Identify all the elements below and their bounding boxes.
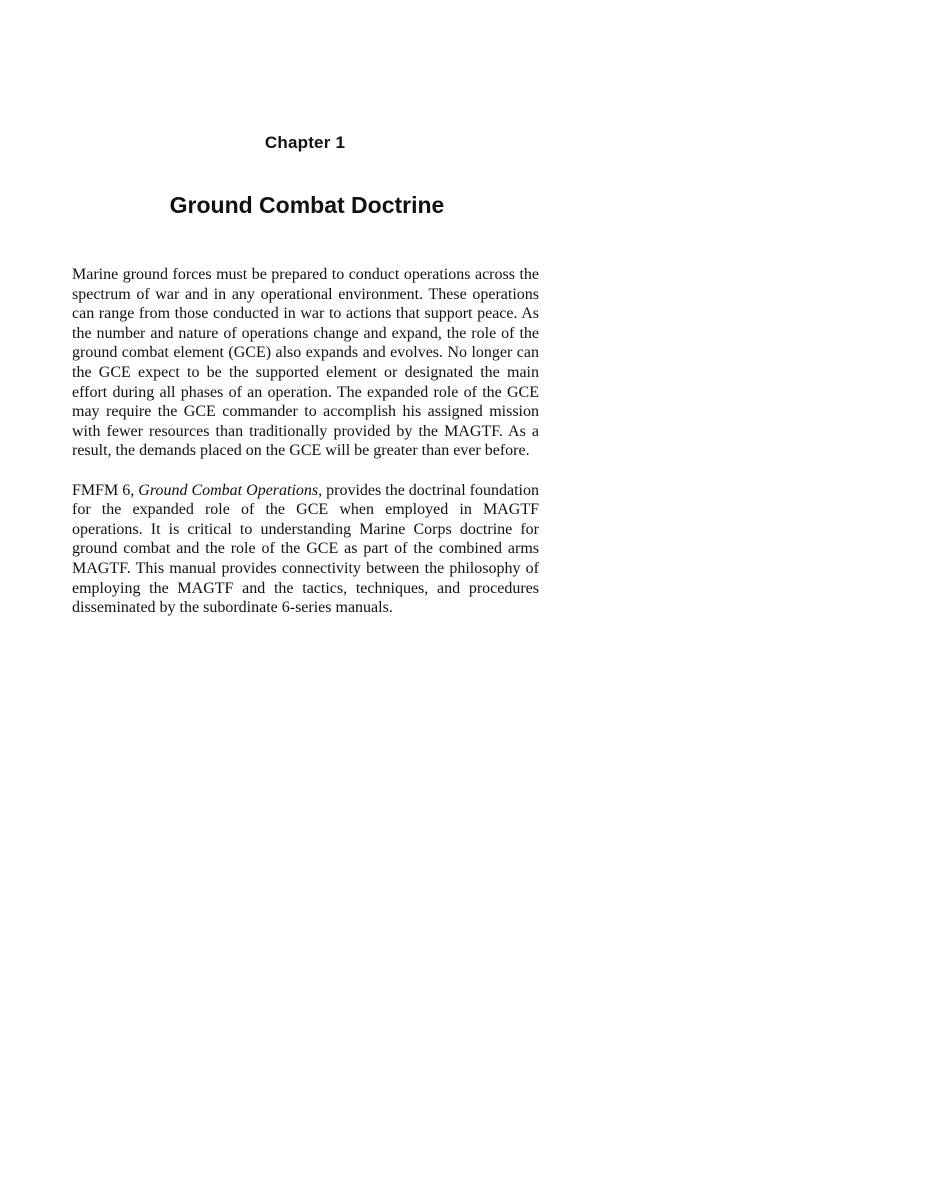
chapter-label: Chapter 1 <box>264 133 346 152</box>
chapter-title: Ground Combat Doctrine <box>169 192 445 218</box>
paragraph-intro: Marine ground forces must be prepared to conduct operations across the spectrum of war and in any operational environment. These operations can range from those conducted in war to actions that support peace. As the number and nature of operations change and expand, the role of the ground combat element (GCE) also expands and evolves. No longer can the GCE expect to be the supported element or designated the main effort during all phases of an operation. The expanded role of the GCE may require the GCE commander to accomplish his assigned mission with fewer resources than traditionally provided by the MAGTF. As a result, the demands placed on the GCE will be greater than ever before. <box>72 266 539 460</box>
paragraph-lead: FMFM 6, <box>72 481 139 499</box>
body-text <box>72 265 539 637</box>
paragraph-rest: provides the doctrinal foundation for the expanded role of the GCE when employed in MAGTF operations. It is critical to understanding Marine Corps doctrine for ground combat and the role of the GCE as part of the combined arms MAGTF. This manual provides connectivity between the philosophy of employing the MAGTF and the tactics, techniques, and procedures disseminated by the subordinate 6-series manuals. <box>72 481 539 617</box>
publication-title: Ground Combat Operations, <box>138 481 323 499</box>
paragraph-fmfm6 <box>72 481 539 618</box>
